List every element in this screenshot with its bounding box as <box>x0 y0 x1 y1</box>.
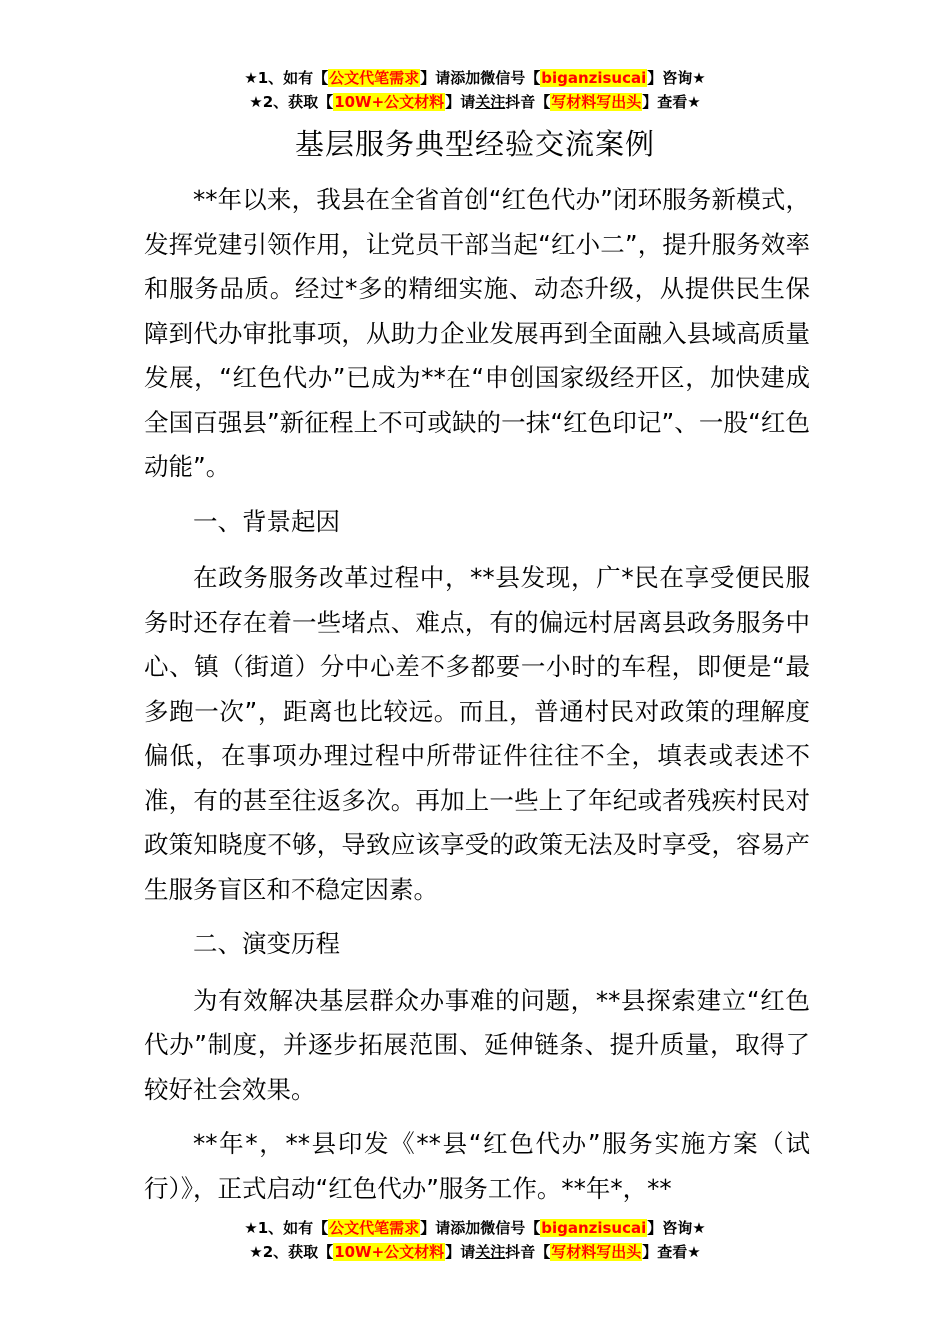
promo-highlight: 公文代笔需求 <box>329 69 420 87</box>
wechat-id-highlight: biganzisucai <box>541 1219 647 1237</box>
promo-text: 】请添加微信号【 <box>420 1219 541 1237</box>
paragraph-intro: **年以来，我县在全省首创“红色代办”闭环服务新模式，发挥党建引领作用，让党员干部当起“红小二”，提升服务效率和服务品质。经过*多的精细实施、动态升级，从提供民生保障到代办审批事项，从助力企业发展再到全面融入县域高质量发展，“红色代办”已成为**在“申创国家级经开区，加快建成全国百强县”新征程上不可或缺的一抹“红色印记”、一股“红色动能”。 <box>144 185 810 481</box>
douyin-name-highlight: 写材料写出头 <box>551 93 642 111</box>
promo-text: 】查看★ <box>642 93 701 111</box>
promo-banner-top <box>0 66 950 114</box>
promo-text: 】咨询★ <box>647 1219 706 1237</box>
promo-text: 】咨询★ <box>647 69 706 87</box>
promo-text: 抖音【 <box>505 1243 551 1261</box>
document-body <box>144 178 810 1221</box>
promo-line-2 <box>0 90 950 114</box>
section-heading-evolution: 二、演变历程 <box>193 929 340 958</box>
promo-text: ★1、如有【 <box>244 69 329 87</box>
promo-line-1 <box>0 1216 950 1240</box>
section-heading-background: 一、背景起因 <box>193 506 340 536</box>
promo-text: ★2、获取【 <box>249 93 334 111</box>
promo-line-2 <box>0 1240 950 1264</box>
document-title: 基层服务典型经验交流案例 <box>294 127 655 161</box>
promo-highlight: 10W+公文材料 <box>334 93 445 111</box>
promo-text: 】请 <box>445 93 476 111</box>
paragraph-background: 在政务服务改革过程中，**县发现，广*民在享受便民服务时还存在着一些堵点、难点，有的偏远村居离县政务服务中心、镇（街道）分中心差不多都要一小时的车程，即便是“最多跑一次”，距离也比较远。而且，普通村民对政策的理解度偏低，在事项办理过程中所带证件往往不全，填表或表述不准，有的甚至往返多次。再加上一些上了年纪或者残疾村民对政策知晓度不够，导致应该享受的政策无法及时享受，容易产生服务盲区和不稳定因素。 <box>144 563 810 904</box>
promo-underlined: 关注 <box>475 93 506 111</box>
wechat-id-highlight: biganzisucai <box>541 69 647 87</box>
promo-highlight: 公文代笔需求 <box>329 1219 420 1237</box>
promo-text: ★1、如有【 <box>244 1219 329 1237</box>
promo-text: 】请添加微信号【 <box>420 69 541 87</box>
promo-text: 】请 <box>445 1243 476 1261</box>
paragraph-timeline: **年*，**县印发《**县“红色代办”服务实施方案（试行）》，正式启动“红色代办”服务工作。**年*，** <box>144 1129 810 1203</box>
promo-banner-bottom <box>0 1216 950 1264</box>
paragraph-evolution: 为有效解决基层群众办事难的问题，**县探索建立“红色代办”制度，并逐步拓展范围、延伸链条、提升质量，取得了较好社会效果。 <box>144 985 810 1104</box>
promo-underlined: 关注 <box>475 1243 506 1261</box>
promo-text: 】查看★ <box>642 1243 701 1261</box>
promo-text: 抖音【 <box>505 93 551 111</box>
promo-highlight: 10W+公文材料 <box>334 1243 445 1261</box>
douyin-name-highlight: 写材料写出头 <box>551 1243 642 1261</box>
promo-line-1 <box>0 66 950 90</box>
promo-text: ★2、获取【 <box>249 1243 334 1261</box>
